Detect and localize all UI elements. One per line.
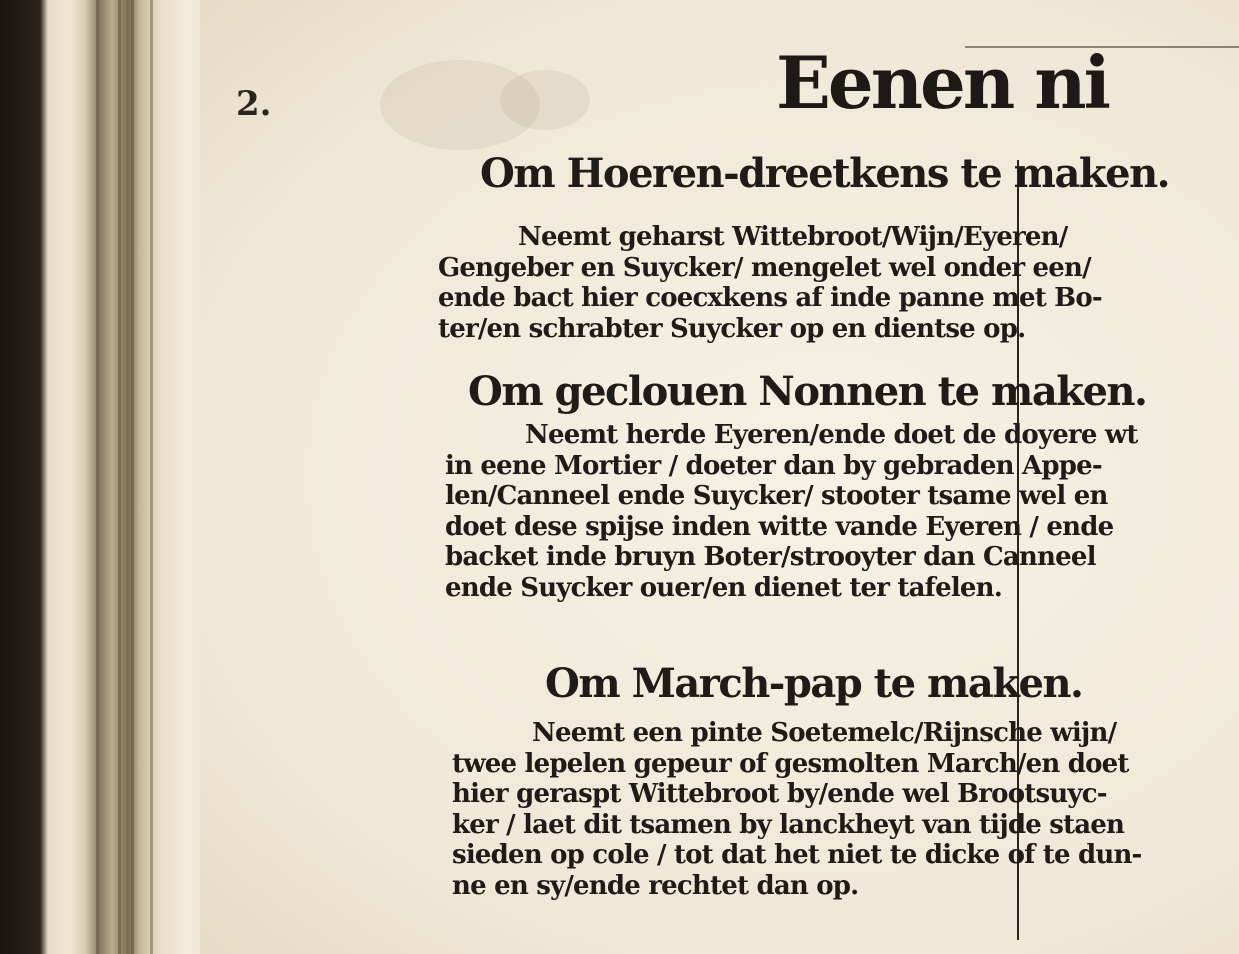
page-number: 2. [236,84,272,124]
recipe-line: ende Suycker ouer/en dienet ter tafelen. [445,572,1002,603]
recipe-line: doet dese spijse inden witte vande Eyeren / ende [445,511,1114,542]
recipe-line: Gengeber en Suycker/ mengelet wel onder een/ [438,252,1091,283]
recipe-line: Neemt een pinte Soetemelc/Rijnsche wijn/ [532,718,1117,748]
recipe-title: Om geclouen Nonnen te maken. [468,368,1147,415]
recipe-body [438,222,1198,344]
recipe-line: ter/en schrabter Suycker op en dientse op. [438,313,1026,344]
book-edge [0,0,200,954]
recipe-line: sieden op cole / tot dat het niet te dicke of te dun- [452,840,1142,870]
recipe-line: len/Canneel ende Suycker/ stooter tsame wel en [445,481,1108,511]
recipe-line: Neemt geharst Wittebroot/Wijn/Eyeren/ [518,222,1068,252]
page-edge-streak [96,0,99,954]
recipe-line: ende bact hier coecxkens af inde panne met Bo- [438,283,1102,313]
recipe-body [452,718,1212,901]
recipe-line: twee lepelen gepeur of gesmolten March/en doet [452,748,1129,779]
page-edge-streak [150,0,153,954]
recipe-line: in eene Mortier / doeter dan by gebraden Appe- [445,450,1102,481]
recipe-title: Om March-pap te maken. [545,660,1083,707]
recipe-body [445,420,1205,603]
page-edge-streak [118,0,121,954]
running-head: Eenen ni [776,40,1108,125]
recipe-line: Neemt herde Eyeren/ende doet de doyere wt [525,420,1138,450]
recipe-line: backet inde bruyn Boter/strooyter dan Canneel [445,542,1096,572]
recipe-line: hier geraspt Wittebroot by/ende wel Brootsuyc- [452,779,1107,809]
recipe-line: ne en sy/ende rechtet dan op. [452,870,859,901]
paper-stain [500,70,590,130]
recipe-title: Om Hoeren-dreetkens te maken. [480,150,1170,197]
recipe-line: ker / laet dit tsamen by lanckheyt van tijde staen [452,809,1125,840]
page-edge-streak [131,0,134,954]
